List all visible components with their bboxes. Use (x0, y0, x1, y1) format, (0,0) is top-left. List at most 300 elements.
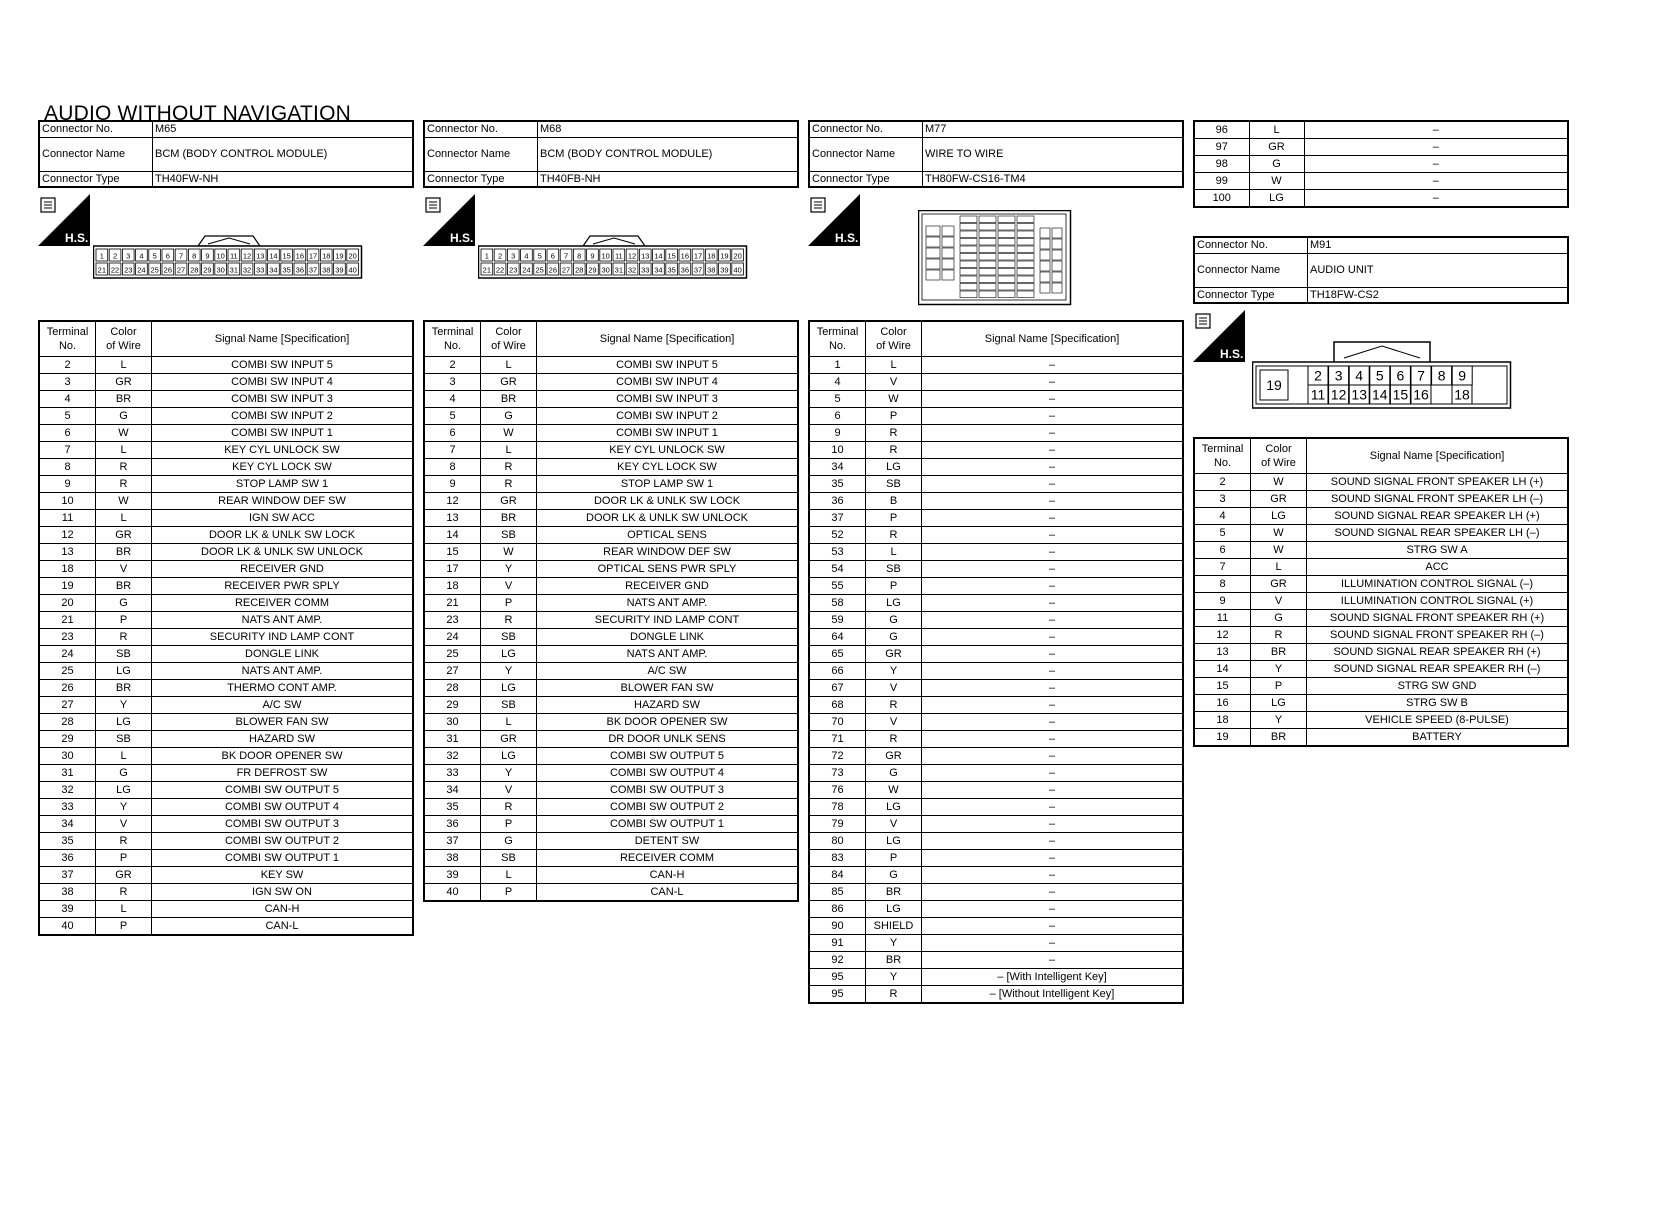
table-row (809, 731, 1183, 748)
terminal-no-cell: 20 (39, 595, 96, 612)
wire-color-cell: P (1251, 678, 1307, 695)
connector-face-m91 (1252, 340, 1514, 417)
terminal-header: Terminal No. (424, 321, 481, 357)
table-row (39, 561, 413, 578)
signal-name-cell: – (922, 799, 1184, 816)
wire-color-cell: R (1251, 627, 1307, 644)
signal-name-cell: – (922, 697, 1184, 714)
table-row (424, 476, 798, 493)
connector-name-value: AUDIO UNIT (1308, 253, 1569, 287)
table-row (1194, 156, 1568, 173)
table-row (809, 459, 1183, 476)
signal-name-cell: COMBI SW OUTPUT 1 (537, 816, 799, 833)
connector-name-value: BCM (BODY CONTROL MODULE) (538, 137, 799, 171)
terminal-no-cell: 23 (424, 612, 481, 629)
table-row (39, 833, 413, 850)
terminal-no-cell: 12 (39, 527, 96, 544)
signal-name-cell: – (1304, 139, 1568, 156)
signal-name-cell: – (922, 510, 1184, 527)
table-row (1194, 508, 1568, 525)
table-row (809, 425, 1183, 442)
signal-name-cell: CAN-L (537, 884, 799, 902)
signal-name-cell: BK DOOR OPENER SW (152, 748, 414, 765)
wire-color-cell: BR (96, 544, 152, 561)
pin-label: 25 (535, 265, 544, 275)
table-row (1194, 627, 1568, 644)
connector-info-table (808, 120, 1184, 188)
signal-name-cell: – (922, 374, 1184, 391)
table-row (424, 765, 798, 782)
signal-name-cell: – (922, 561, 1184, 578)
pin-label: 21 (482, 265, 492, 275)
table-row (39, 646, 413, 663)
connector-type-value: TH18FW-CS2 (1308, 287, 1569, 303)
wire-color-cell: R (481, 476, 537, 493)
signal-name-cell: NATS ANT AMP. (152, 612, 414, 629)
wire-color-cell: BR (481, 391, 537, 408)
terminal-no-cell: 13 (424, 510, 481, 527)
hs-label: H.S. (65, 231, 89, 245)
table-row (1194, 729, 1568, 747)
terminal-no-cell: 85 (809, 884, 866, 901)
terminal-no-cell: 95 (809, 969, 866, 986)
wire-color-cell: SB (866, 561, 922, 578)
wire-color-cell: SB (481, 850, 537, 867)
table-row (39, 697, 413, 714)
table-row (39, 612, 413, 629)
harness-side-icon (38, 194, 90, 246)
wire-color-cell: LG (1249, 190, 1304, 208)
pin-label: 12 (1330, 386, 1347, 403)
wire-color-cell: Y (481, 663, 537, 680)
wire-color-cell: L (481, 714, 537, 731)
pin-label: 28 (190, 265, 199, 275)
wire-color-cell: Y (481, 561, 537, 578)
pin-label: 10 (216, 251, 225, 261)
terminal-no-cell: 30 (39, 748, 96, 765)
signal-name-cell: – (922, 867, 1184, 884)
table-row (1194, 559, 1568, 576)
table-row (809, 374, 1183, 391)
terminal-no-cell: 55 (809, 578, 866, 595)
terminal-no-cell: 53 (809, 544, 866, 561)
table-row (809, 935, 1183, 952)
pin-label: 5 (152, 251, 157, 261)
signal-name-cell: RECEIVER PWR SPLY (152, 578, 414, 595)
pin-label: 18 (1454, 386, 1470, 403)
table-row (1194, 121, 1568, 139)
pin-label: 5 (1375, 367, 1384, 384)
wire-color-cell: P (481, 595, 537, 612)
wire-color-cell: GR (96, 867, 152, 884)
terminal-no-cell: 39 (39, 901, 96, 918)
terminal-no-cell: 27 (39, 697, 96, 714)
signal-name-cell: – [Without Intelligent Key] (922, 986, 1184, 1004)
pin-label: 15 (667, 251, 676, 261)
terminal-no-cell: 35 (39, 833, 96, 850)
signal-name-cell: NATS ANT AMP. (537, 595, 799, 612)
wire-color-cell: G (1251, 610, 1307, 627)
terminal-no-cell: 65 (809, 646, 866, 663)
pin-label: 21 (97, 265, 107, 275)
table-row (1194, 491, 1568, 508)
pin-label: 34 (654, 265, 663, 275)
pin-label: 15 (1392, 386, 1409, 403)
signal-name-cell: A/C SW (152, 697, 414, 714)
terminal-no-cell: 26 (39, 680, 96, 697)
table-row (424, 867, 798, 884)
terminal-no-cell: 18 (424, 578, 481, 595)
pin-label: 13 (1351, 386, 1367, 403)
terminal-no-cell: 40 (424, 884, 481, 902)
pin-label: 14 (654, 251, 663, 261)
pin-label: 35 (667, 265, 676, 275)
terminal-no-cell: 14 (424, 527, 481, 544)
wire-color-cell: R (866, 731, 922, 748)
connector-m91-terminal-table (1193, 437, 1569, 747)
wire-color-cell: L (1251, 559, 1307, 576)
terminal-no-cell: 31 (424, 731, 481, 748)
table-row (809, 714, 1183, 731)
wire-color-cell: W (1251, 542, 1307, 559)
wire-color-cell: W (866, 782, 922, 799)
terminal-no-cell: 11 (39, 510, 96, 527)
pin-label: 9 (1458, 367, 1467, 384)
terminal-no-cell: 2 (39, 357, 96, 374)
wire-color-cell: R (96, 476, 152, 493)
table-row (424, 612, 798, 629)
terminal-no-cell: 70 (809, 714, 866, 731)
wire-color-cell: V (96, 561, 152, 578)
connector-type-value: TH40FW-NH (153, 171, 414, 187)
table-row (1194, 576, 1568, 593)
connector-m65-section (38, 120, 414, 188)
pin-label: 8 (577, 251, 582, 261)
table-row (39, 816, 413, 833)
terminal-table (808, 320, 1184, 1004)
pin-label: 4 (139, 251, 144, 261)
connector-no-label: Connector No. (39, 121, 153, 137)
pin-label: 4 (524, 251, 529, 261)
terminal-no-cell: 14 (1194, 661, 1251, 678)
hs-label: H.S. (835, 231, 859, 245)
pin-label: 40 (348, 265, 357, 275)
signal-name-cell: – (922, 850, 1184, 867)
signal-name-cell: COMBI SW OUTPUT 4 (537, 765, 799, 782)
table-row (39, 493, 413, 510)
wire-color-cell: SHIELD (866, 918, 922, 935)
table-row (809, 391, 1183, 408)
terminal-no-cell: 13 (1194, 644, 1251, 661)
signal-name-cell: A/C SW (537, 663, 799, 680)
wire-color-cell: LG (866, 901, 922, 918)
signal-name-cell: SOUND SIGNAL FRONT SPEAKER LH (–) (1307, 491, 1569, 508)
terminal-no-cell: 79 (809, 816, 866, 833)
pin-label: 8 (192, 251, 197, 261)
connector-m77-section (808, 120, 1184, 188)
table-row (1194, 695, 1568, 712)
signal-name-cell: SOUND SIGNAL FRONT SPEAKER LH (+) (1307, 474, 1569, 491)
signal-name-cell: – (922, 629, 1184, 646)
terminal-no-cell: 7 (424, 442, 481, 459)
wire-color-cell: Y (1251, 712, 1307, 729)
terminal-no-cell: 28 (39, 714, 96, 731)
pin-label: 17 (693, 251, 703, 261)
wire-color-cell: LG (866, 799, 922, 816)
connector-no-label: Connector No. (1194, 237, 1308, 253)
wire-color-cell: W (96, 425, 152, 442)
pin-label: 19 (720, 251, 729, 261)
pin-label: 39 (335, 265, 344, 275)
page-title: AUDIO WITHOUT NAVIGATION (44, 102, 351, 125)
wire-color-cell: W (481, 425, 537, 442)
terminal-no-cell: 2 (424, 357, 481, 374)
pin-label: 15 (282, 251, 291, 261)
table-row (39, 884, 413, 901)
signal-name-cell: – (922, 935, 1184, 952)
table-row (424, 442, 798, 459)
wire-color-cell: LG (1251, 508, 1307, 525)
signal-name-cell: NATS ANT AMP. (152, 663, 414, 680)
pin-label: 33 (641, 265, 650, 275)
signal-name-cell: STOP LAMP SW 1 (152, 476, 414, 493)
table-row (424, 459, 798, 476)
color-header: Color of Wire (481, 321, 537, 357)
signal-name-cell: STRG SW B (1307, 695, 1569, 712)
signal-name-cell: COMBI SW INPUT 2 (537, 408, 799, 425)
signal-name-cell: STRG SW A (1307, 542, 1569, 559)
table-row (1194, 593, 1568, 610)
terminal-no-cell: 92 (809, 952, 866, 969)
pin-label: 22 (110, 265, 120, 275)
table-row (39, 425, 413, 442)
pin-label: 24 (522, 265, 531, 275)
table-row (809, 850, 1183, 867)
pin-label: 30 (216, 265, 225, 275)
signal-header: Signal Name [Specification] (922, 321, 1184, 357)
terminal-no-cell: 7 (1194, 559, 1251, 576)
table-row (39, 799, 413, 816)
signal-name-cell: STRG SW GND (1307, 678, 1569, 695)
wire-color-cell: W (1251, 525, 1307, 542)
signal-header: Signal Name [Specification] (537, 321, 799, 357)
terminal-no-cell: 58 (809, 595, 866, 612)
pin-label: 8 (1437, 367, 1446, 384)
table-row (424, 782, 798, 799)
terminal-no-cell: 12 (1194, 627, 1251, 644)
signal-name-cell: – (922, 680, 1184, 697)
signal-name-cell: – (922, 408, 1184, 425)
terminal-no-cell: 35 (809, 476, 866, 493)
terminal-no-cell: 34 (809, 459, 866, 476)
signal-name-cell: – (1304, 173, 1568, 190)
harness-side-icon (423, 194, 475, 246)
wire-color-cell: Y (866, 969, 922, 986)
terminal-no-cell: 10 (39, 493, 96, 510)
signal-name-cell: COMBI SW INPUT 4 (152, 374, 414, 391)
color-header: Color of Wire (96, 321, 152, 357)
wire-color-cell: G (866, 629, 922, 646)
wire-color-cell: P (96, 612, 152, 629)
wire-color-cell: W (1249, 173, 1304, 190)
wire-color-cell: P (481, 884, 537, 902)
wire-color-cell: BR (1251, 729, 1307, 747)
wire-color-cell: V (866, 680, 922, 697)
signal-name-cell: OPTICAL SENS (537, 527, 799, 544)
signal-name-cell: HAZARD SW (537, 697, 799, 714)
wire-color-cell: GR (866, 646, 922, 663)
signal-name-cell: COMBI SW OUTPUT 3 (152, 816, 414, 833)
table-row (809, 901, 1183, 918)
terminal-no-cell: 4 (424, 391, 481, 408)
table-row (39, 629, 413, 646)
wire-color-cell: R (481, 799, 537, 816)
wire-color-cell: GR (1249, 139, 1304, 156)
signal-name-cell: COMBI SW INPUT 1 (537, 425, 799, 442)
signal-name-cell: – (922, 544, 1184, 561)
wire-color-cell: G (866, 765, 922, 782)
wire-color-cell: P (866, 850, 922, 867)
pin-label: 16 (680, 251, 690, 261)
wire-color-cell: Y (866, 935, 922, 952)
signal-name-cell: COMBI SW OUTPUT 2 (537, 799, 799, 816)
pin-label: 13 (256, 251, 265, 261)
terminal-no-cell: 36 (424, 816, 481, 833)
terminal-no-cell: 33 (39, 799, 96, 816)
wire-color-cell: R (96, 884, 152, 901)
table-row (424, 850, 798, 867)
table-row (424, 680, 798, 697)
wire-color-cell: P (96, 850, 152, 867)
table-row (809, 595, 1183, 612)
terminal-no-cell: 40 (39, 918, 96, 936)
pin-label: 37 (693, 265, 703, 275)
signal-name-cell: OPTICAL SENS PWR SPLY (537, 561, 799, 578)
pin-label: 3 (126, 251, 131, 261)
terminal-no-cell: 24 (39, 646, 96, 663)
signal-name-cell: COMBI SW OUTPUT 3 (537, 782, 799, 799)
terminal-no-cell: 86 (809, 901, 866, 918)
signal-name-cell: DOOR LK & UNLK SW LOCK (152, 527, 414, 544)
table-row (809, 646, 1183, 663)
wire-color-cell: GR (96, 527, 152, 544)
table-row (39, 731, 413, 748)
table-row (809, 816, 1183, 833)
terminal-table-continuation (1193, 120, 1569, 208)
signal-name-cell: RECEIVER GND (152, 561, 414, 578)
signal-name-cell: – (922, 918, 1184, 935)
wire-color-cell: R (481, 612, 537, 629)
connector-type-label: Connector Type (1194, 287, 1308, 303)
connector-m91-section (1193, 236, 1569, 304)
signal-name-cell: IGN SW ACC (152, 510, 414, 527)
terminal-no-cell: 28 (424, 680, 481, 697)
terminal-table (1193, 437, 1569, 747)
wire-color-cell: L (481, 357, 537, 374)
table-row (424, 578, 798, 595)
connector-no-value: M77 (923, 121, 1184, 137)
pin-label: 4 (1355, 367, 1364, 384)
wire-color-cell: GR (481, 731, 537, 748)
pin-label: 6 (1396, 367, 1405, 384)
table-row (809, 884, 1183, 901)
terminal-no-cell: 17 (424, 561, 481, 578)
wire-color-cell: GR (1251, 491, 1307, 508)
signal-name-cell: COMBI SW INPUT 4 (537, 374, 799, 391)
terminal-no-cell: 6 (424, 425, 481, 442)
connector-face-m68 (478, 234, 748, 285)
signal-name-cell: SECURITY IND LAMP CONT (537, 612, 799, 629)
pin-label: 38 (707, 265, 716, 275)
signal-name-cell: DOOR LK & UNLK SW UNLOCK (537, 510, 799, 527)
terminal-no-cell: 25 (39, 663, 96, 680)
pin-label: 2 (497, 251, 503, 261)
table-row (424, 357, 798, 374)
wire-color-cell: R (866, 425, 922, 442)
signal-header: Signal Name [Specification] (152, 321, 414, 357)
signal-name-cell: – (922, 493, 1184, 510)
terminal-no-cell: 38 (424, 850, 481, 867)
terminal-no-cell: 78 (809, 799, 866, 816)
table-row (39, 748, 413, 765)
signal-name-cell: – (922, 527, 1184, 544)
connector-m65-terminal-table (38, 320, 414, 936)
terminal-no-cell: 4 (39, 391, 96, 408)
table-row (39, 595, 413, 612)
table-row (39, 765, 413, 782)
signal-name-cell: COMBI SW OUTPUT 1 (152, 850, 414, 867)
pin-label: 40 (733, 265, 742, 275)
signal-name-cell: COMBI SW INPUT 5 (152, 357, 414, 374)
wire-color-cell: B (866, 493, 922, 510)
signal-name-cell: BLOWER FAN SW (537, 680, 799, 697)
signal-name-cell: DONGLE LINK (152, 646, 414, 663)
terminal-header: Terminal No. (39, 321, 96, 357)
table-row (424, 629, 798, 646)
pin-label: 7 (178, 251, 184, 261)
table-row (1194, 610, 1568, 627)
wire-color-cell: P (866, 408, 922, 425)
pin-label: 14 (269, 251, 278, 261)
wire-color-cell: L (481, 442, 537, 459)
connector-name-value: BCM (BODY CONTROL MODULE) (153, 137, 414, 171)
wire-color-cell: GR (96, 374, 152, 391)
table-row (39, 544, 413, 561)
table-row (809, 476, 1183, 493)
table-row (39, 918, 413, 936)
wire-color-cell: V (481, 578, 537, 595)
wire-color-cell: GR (481, 374, 537, 391)
terminal-no-cell: 76 (809, 782, 866, 799)
table-row (39, 782, 413, 799)
wire-color-cell: LG (866, 459, 922, 476)
pin-label: 10 (601, 251, 610, 261)
signal-name-cell: IGN SW ON (152, 884, 414, 901)
pin-label: 2 (112, 251, 118, 261)
wire-color-cell: G (96, 595, 152, 612)
signal-name-cell: – [With Intelligent Key] (922, 969, 1184, 986)
connector-type-value: TH40FB-NH (538, 171, 799, 187)
table-row (39, 391, 413, 408)
table-row (809, 918, 1183, 935)
wire-color-cell: LG (481, 748, 537, 765)
terminal-no-cell: 7 (39, 442, 96, 459)
terminal-header: Terminal No. (809, 321, 866, 357)
terminal-no-cell: 5 (39, 408, 96, 425)
terminal-no-cell: 18 (39, 561, 96, 578)
terminal-no-cell: 66 (809, 663, 866, 680)
wire-color-cell: Y (96, 799, 152, 816)
